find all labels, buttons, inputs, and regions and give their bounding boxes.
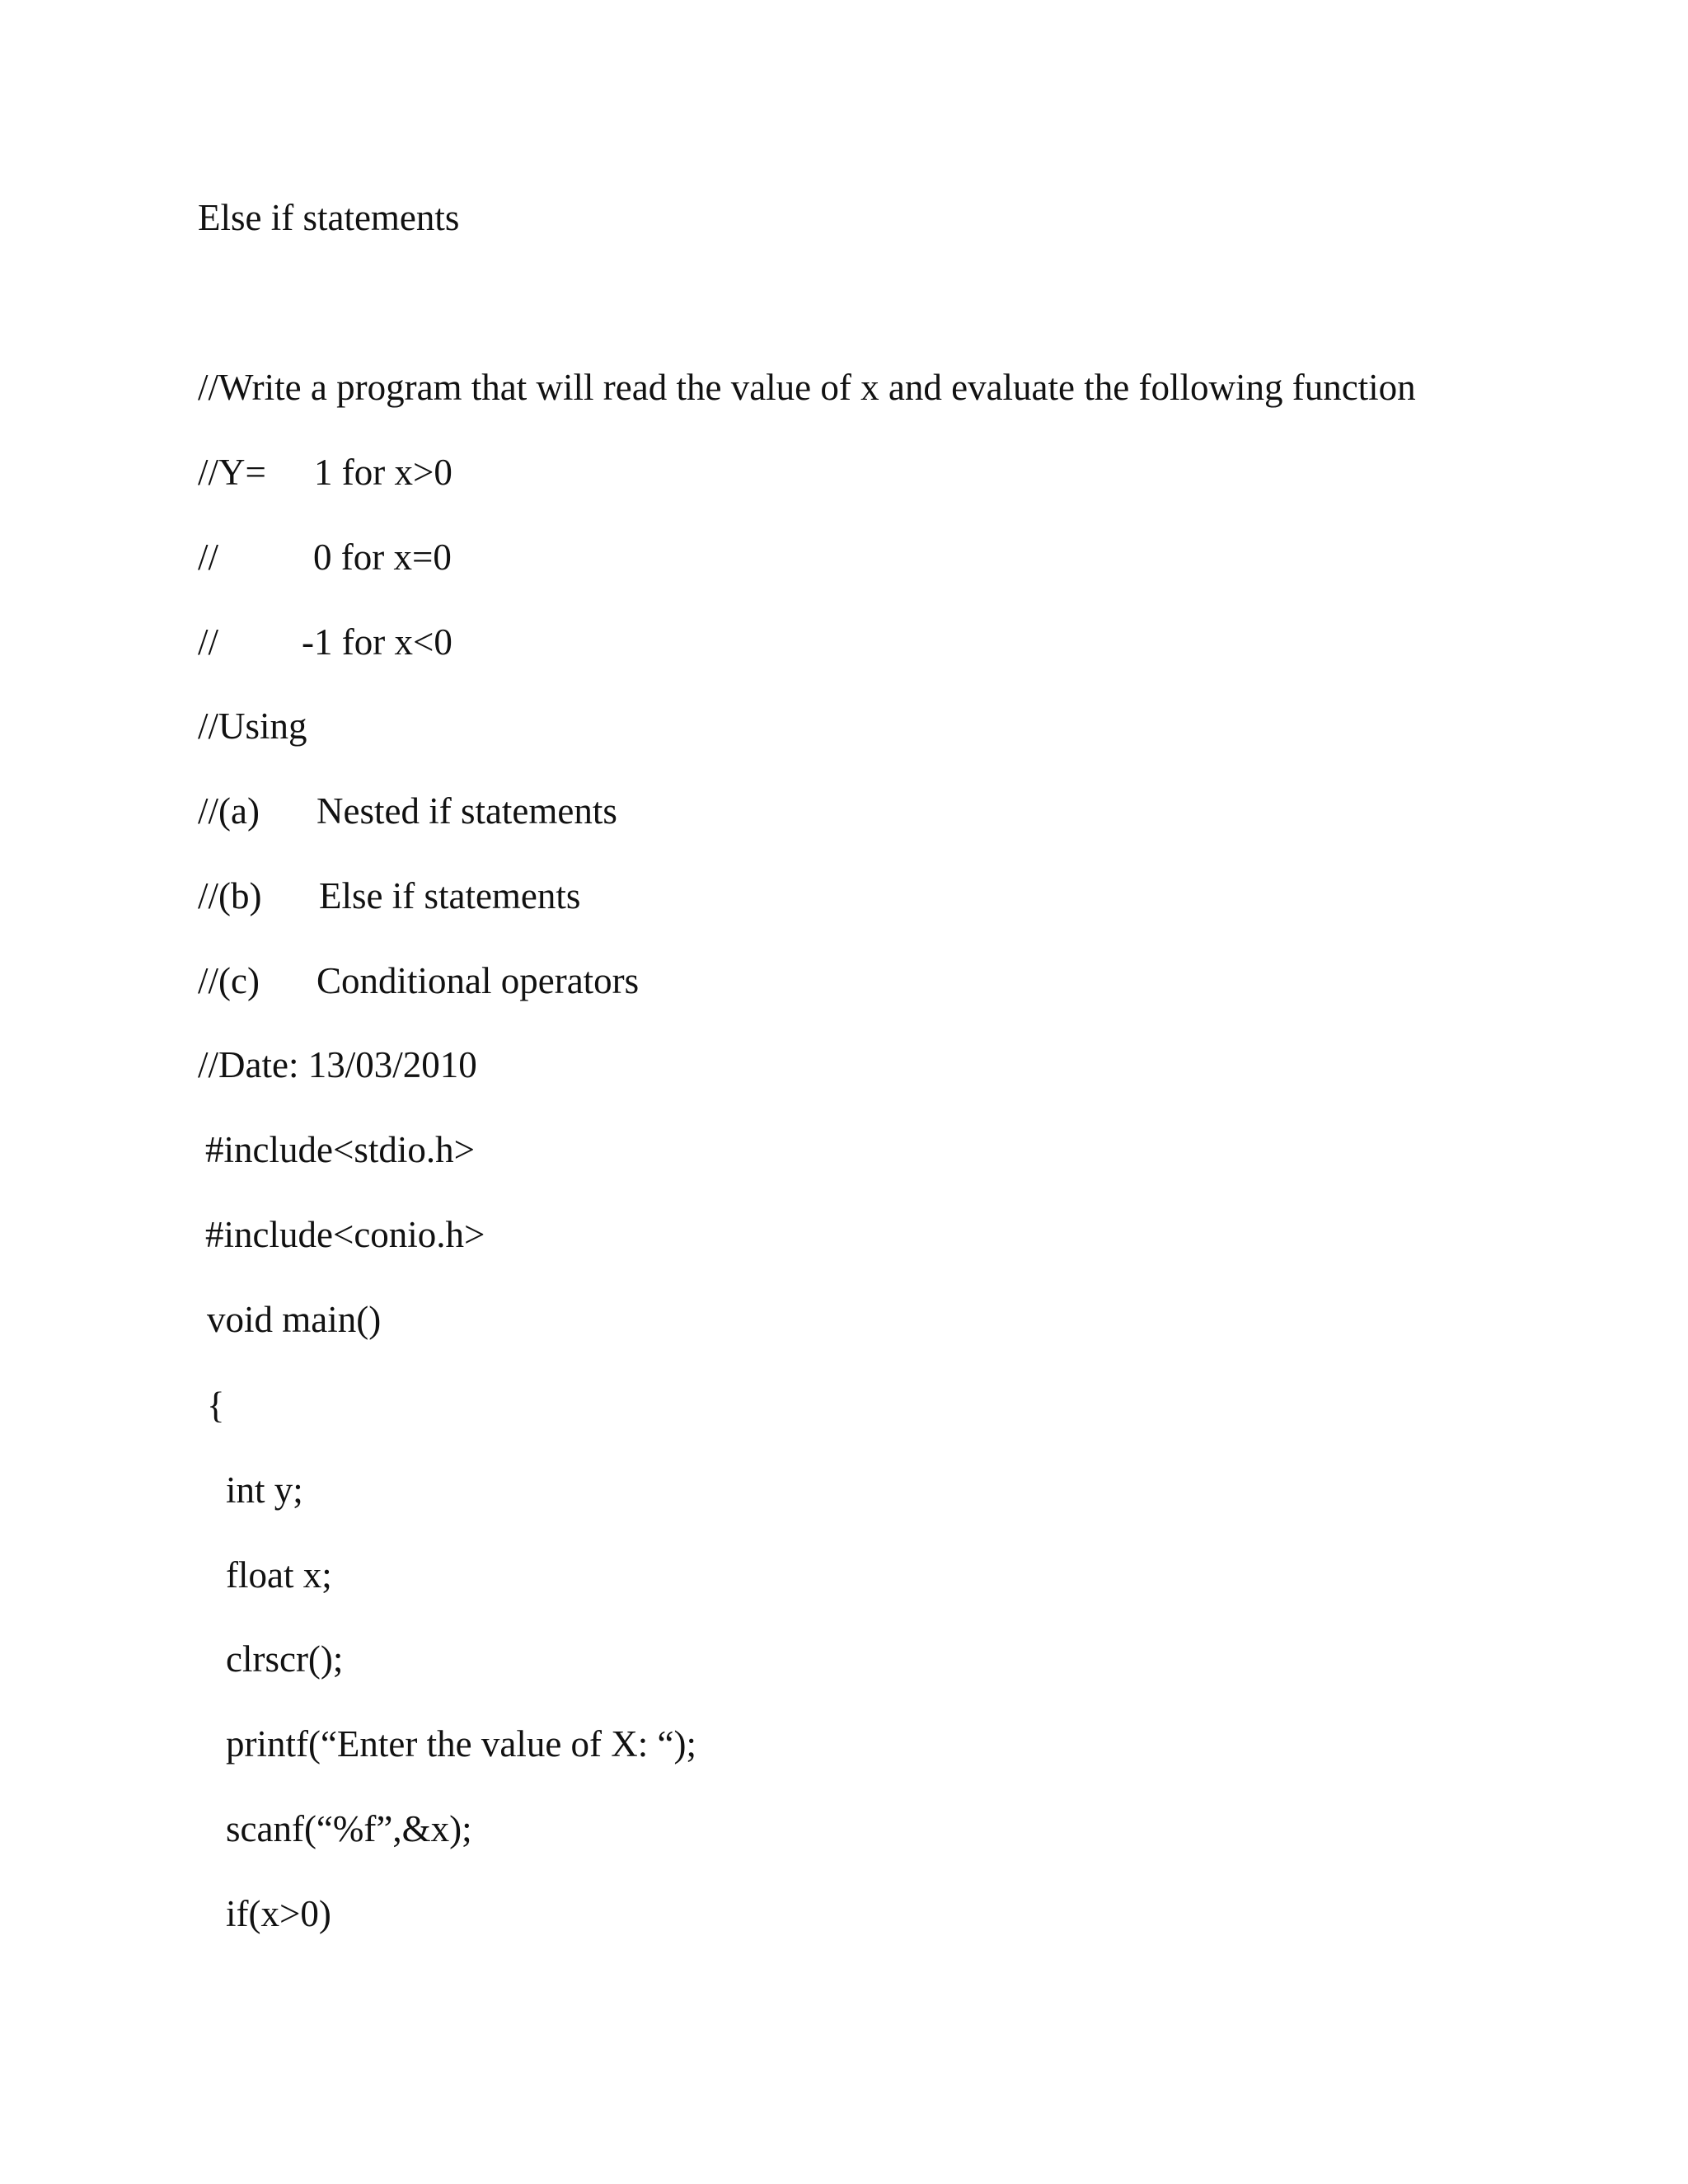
function-row-prefix: //Y=: [198, 452, 266, 493]
code-line: {: [207, 1385, 225, 1426]
code-line: scanf(“%f”,&x);: [226, 1808, 472, 1849]
program-description-comment: //Write a program that will read the value of x and evaluate the following function: [198, 367, 1416, 408]
code-line: #include<stdio.h>: [205, 1129, 475, 1170]
function-row-value: 0 for x=0: [313, 537, 452, 578]
code-line: clrscr();: [226, 1638, 344, 1680]
code-line: if(x>0): [226, 1893, 331, 1934]
option-prefix: //(a): [198, 790, 260, 832]
option-text: Nested if statements: [316, 790, 617, 832]
date-comment: //Date: 13/03/2010: [198, 1044, 477, 1085]
code-line: printf(“Enter the value of X: “);: [226, 1723, 697, 1765]
option-text: Conditional operators: [316, 960, 640, 1001]
function-row-prefix: //: [198, 537, 219, 578]
code-line: int y;: [226, 1469, 303, 1511]
code-line: float x;: [226, 1554, 332, 1596]
option-prefix: //(b): [198, 875, 262, 916]
function-row-value: -1 for x<0: [302, 621, 452, 663]
using-label: //Using: [198, 705, 307, 747]
document-title: Else if statements: [198, 197, 460, 238]
code-line: void main(): [207, 1299, 382, 1340]
option-text: Else if statements: [319, 875, 581, 916]
function-row-prefix: //: [198, 621, 219, 663]
function-row-value: 1 for x>0: [314, 452, 452, 493]
code-line: #include<conio.h>: [205, 1214, 485, 1255]
option-prefix: //(c): [198, 960, 260, 1001]
